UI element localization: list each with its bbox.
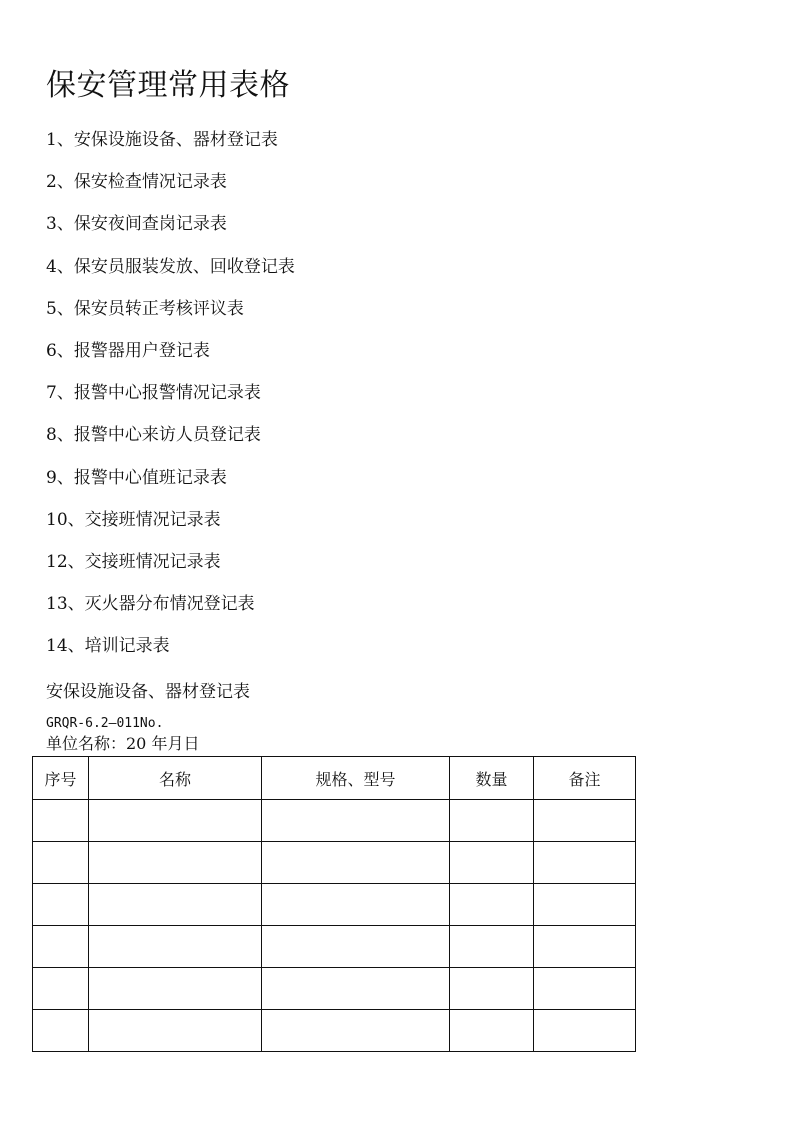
table-cell[interactable] bbox=[450, 800, 534, 842]
table-cell[interactable] bbox=[89, 1010, 262, 1052]
toc-item: 9、报警中心值班记录表 bbox=[46, 467, 227, 488]
table-cell[interactable] bbox=[534, 926, 636, 968]
toc-item: 10、交接班情况记录表 bbox=[46, 509, 221, 530]
table-cell[interactable] bbox=[450, 968, 534, 1010]
toc-item: 14、培训记录表 bbox=[46, 636, 170, 657]
table-cell[interactable] bbox=[262, 968, 450, 1010]
table-cell[interactable] bbox=[33, 1010, 89, 1052]
table-cell[interactable] bbox=[33, 800, 89, 842]
table-cell[interactable] bbox=[450, 884, 534, 926]
table-cell[interactable] bbox=[262, 800, 450, 842]
table-row bbox=[33, 800, 636, 842]
column-header-quantity: 数量 bbox=[450, 757, 534, 800]
table-cell[interactable] bbox=[33, 968, 89, 1010]
table-cell[interactable] bbox=[450, 1010, 534, 1052]
column-header-remarks: 备注 bbox=[534, 757, 636, 800]
table-cell[interactable] bbox=[534, 842, 636, 884]
table-cell[interactable] bbox=[33, 842, 89, 884]
table-row bbox=[33, 1010, 636, 1052]
table-cell[interactable] bbox=[262, 1010, 450, 1052]
form-title: 安保设施设备、器材登记表 bbox=[46, 682, 250, 702]
table-row bbox=[33, 926, 636, 968]
page-title: 保安管理常用表格 bbox=[46, 68, 290, 103]
table-cell[interactable] bbox=[262, 926, 450, 968]
toc-item: 12、交接班情况记录表 bbox=[46, 551, 221, 572]
table-cell[interactable] bbox=[89, 842, 262, 884]
toc-item: 6、报警器用户登记表 bbox=[46, 340, 210, 361]
column-header-name: 名称 bbox=[89, 757, 262, 800]
table-cell[interactable] bbox=[89, 926, 262, 968]
equipment-register-table bbox=[32, 756, 636, 1052]
toc-item: 8、报警中心来访人员登记表 bbox=[46, 425, 261, 446]
table-cell[interactable] bbox=[450, 926, 534, 968]
table-row bbox=[33, 968, 636, 1010]
table-cell[interactable] bbox=[262, 884, 450, 926]
table-row bbox=[33, 884, 636, 926]
column-header-serial: 序号 bbox=[33, 757, 89, 800]
table-cell[interactable] bbox=[534, 800, 636, 842]
toc-item: 5、保安员转正考核评议表 bbox=[46, 298, 244, 319]
toc-item: 3、保安夜间查岗记录表 bbox=[46, 214, 227, 235]
table-cell[interactable] bbox=[89, 884, 262, 926]
table-cell[interactable] bbox=[89, 800, 262, 842]
toc-item: 2、保安检查情况记录表 bbox=[46, 172, 227, 193]
table-cell[interactable] bbox=[33, 884, 89, 926]
table-cell[interactable] bbox=[534, 968, 636, 1010]
table-cell[interactable] bbox=[33, 926, 89, 968]
table-of-contents bbox=[46, 126, 295, 674]
column-header-spec-model: 规格、型号 bbox=[262, 757, 450, 800]
toc-item: 4、保安员服装发放、回收登记表 bbox=[46, 256, 295, 277]
table-cell[interactable] bbox=[262, 842, 450, 884]
form-code: GRQR-6.2—011No. bbox=[46, 716, 164, 731]
table-header-row bbox=[33, 757, 636, 800]
table-row bbox=[33, 842, 636, 884]
table-cell[interactable] bbox=[450, 842, 534, 884]
table-cell[interactable] bbox=[534, 1010, 636, 1052]
table-cell[interactable] bbox=[89, 968, 262, 1010]
table-cell[interactable] bbox=[534, 884, 636, 926]
toc-item: 13、灭火器分布情况登记表 bbox=[46, 594, 255, 615]
toc-item: 1、安保设施设备、器材登记表 bbox=[46, 130, 278, 150]
toc-item: 7、报警中心报警情况记录表 bbox=[46, 383, 261, 404]
unit-name-date-line: 单位名称：20 年月日 bbox=[46, 734, 200, 753]
